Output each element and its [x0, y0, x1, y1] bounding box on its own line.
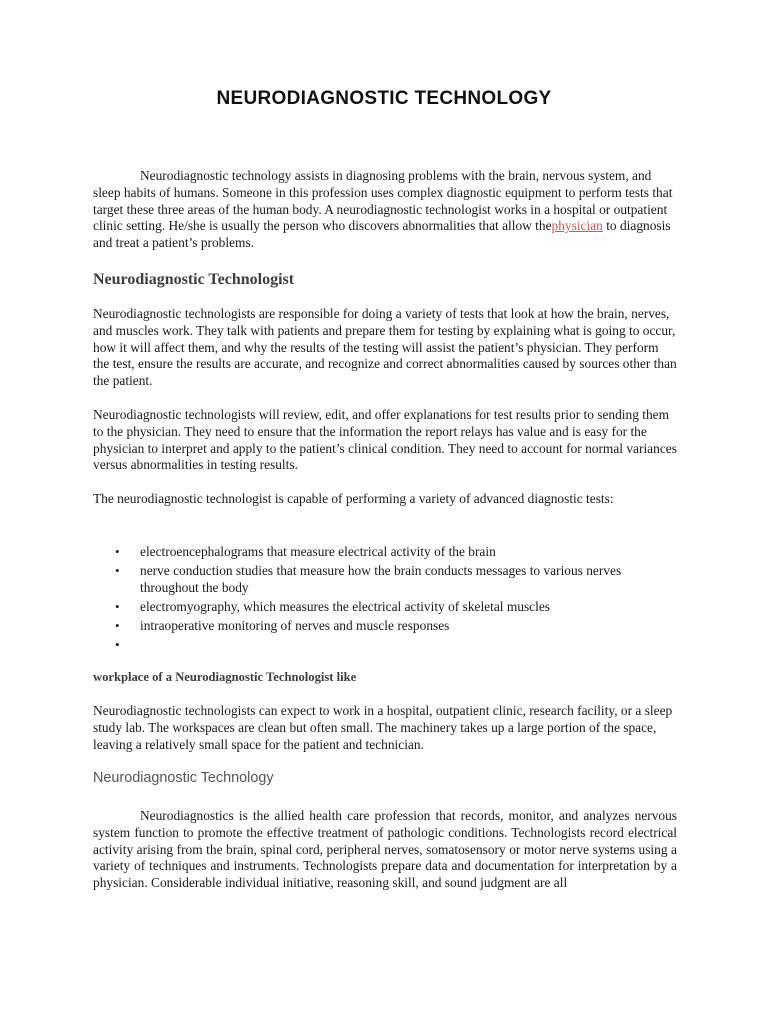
section-heading-technologist: Neurodiagnostic Technologist [93, 271, 295, 288]
page-title: NEURODIAGNOSTIC TECHNOLOGY [216, 88, 552, 109]
paragraph-text: Neurodiagnostic technologists are responsible for doing a variety of tests that look at how the brain, nerves, and muscles work. They talk with patients and prepare them for testing by explaining what is going to occur, how it will affect them, and why the results of the testing will assist the patient’s physician. They perform the test, ensure the results are accurate, and recognize and correct abnormalities caused by sources other than the patient. [93, 306, 677, 389]
physician-link[interactable]: physician [551, 218, 603, 234]
list-item: • intraoperative monitoring of nerves and muscle responses [115, 617, 450, 633]
paragraph-text: Neurodiagnostic technologists will review, edit, and offer explanations for test results prior to sending them to the physician. They need to ensure that the information the report relays has value and is easy for the physician to interpret and apply to the patient’s clinical condition. They need to account for normal variances versus abnormalities in testing results. [93, 407, 677, 473]
technologist-paragraph-2 [93, 407, 677, 474]
list-item: • electromyography, which measures the electrical activity of skeletal muscles [115, 598, 550, 614]
intro-paragraph [93, 168, 677, 252]
bullet-icon: • [115, 617, 120, 633]
section-heading-workplace: workplace of a Neurodiagnostic Technologist like [93, 670, 357, 684]
section-heading-neurodiagnostic-technology: Neurodiagnostic Technology [93, 770, 274, 786]
technologist-paragraph-1 [93, 306, 677, 390]
list-item: • nerve conduction studies that measure how the brain conducts messages to various nerves throughout the body [115, 563, 622, 595]
diagnostic-tests-list [93, 544, 677, 656]
bullet-icon: • [115, 598, 120, 614]
paragraph-text: Neurodiagnostics is the allied health care profession that records, monitor, and analyzes nervous system function to promote the effective treatment of pathologic conditions. Technologists record electrical activity arising from the brain, spinal cord, peripheral nerves, somatosensory or motor nerve systems using a variety of techniques and instruments. Technologists prepare data and documentation for interpretation by a physician. Considerable individual initiative, reasoning skill, and sound judgment are all [93, 808, 677, 891]
workplace-paragraph [93, 703, 677, 753]
neurodiagnostics-paragraph [93, 808, 677, 892]
bullet-icon: • [115, 544, 120, 559]
technologist-paragraph-3 [93, 491, 677, 508]
list-item [93, 637, 677, 654]
paragraph-text: Neurodiagnostic technologists can expect to work in a hospital, outpatient clinic, research facility, or a sleep study lab. The workspaces are clean but often small. The machinery takes up a large portion of the space, leaving a relatively small space for the patient and technician. [93, 703, 673, 752]
bullet-icon: • [115, 563, 120, 578]
intro-text: Neurodiagnostic technology assists in diagnosing problems with the brain, nervous system, and sleep habits of humans. Someone in this profession uses complex diagnostic equipment to perform tests that target these three areas of the human body. A neurodiagnostic technologist works in a hospital or outpatient clinic setting. He/she is usually the person who discovers abnormalities that allow the [93, 168, 673, 234]
intro-text-end: to diagnosis and treat a patient’s problems. [93, 218, 671, 251]
list-item: • electroencephalograms that measure electrical activity of the brain [115, 544, 496, 559]
paragraph-text: The neurodiagnostic technologist is capable of performing a variety of advanced diagnostic tests: [93, 491, 614, 506]
bullet-icon: • [115, 636, 120, 652]
